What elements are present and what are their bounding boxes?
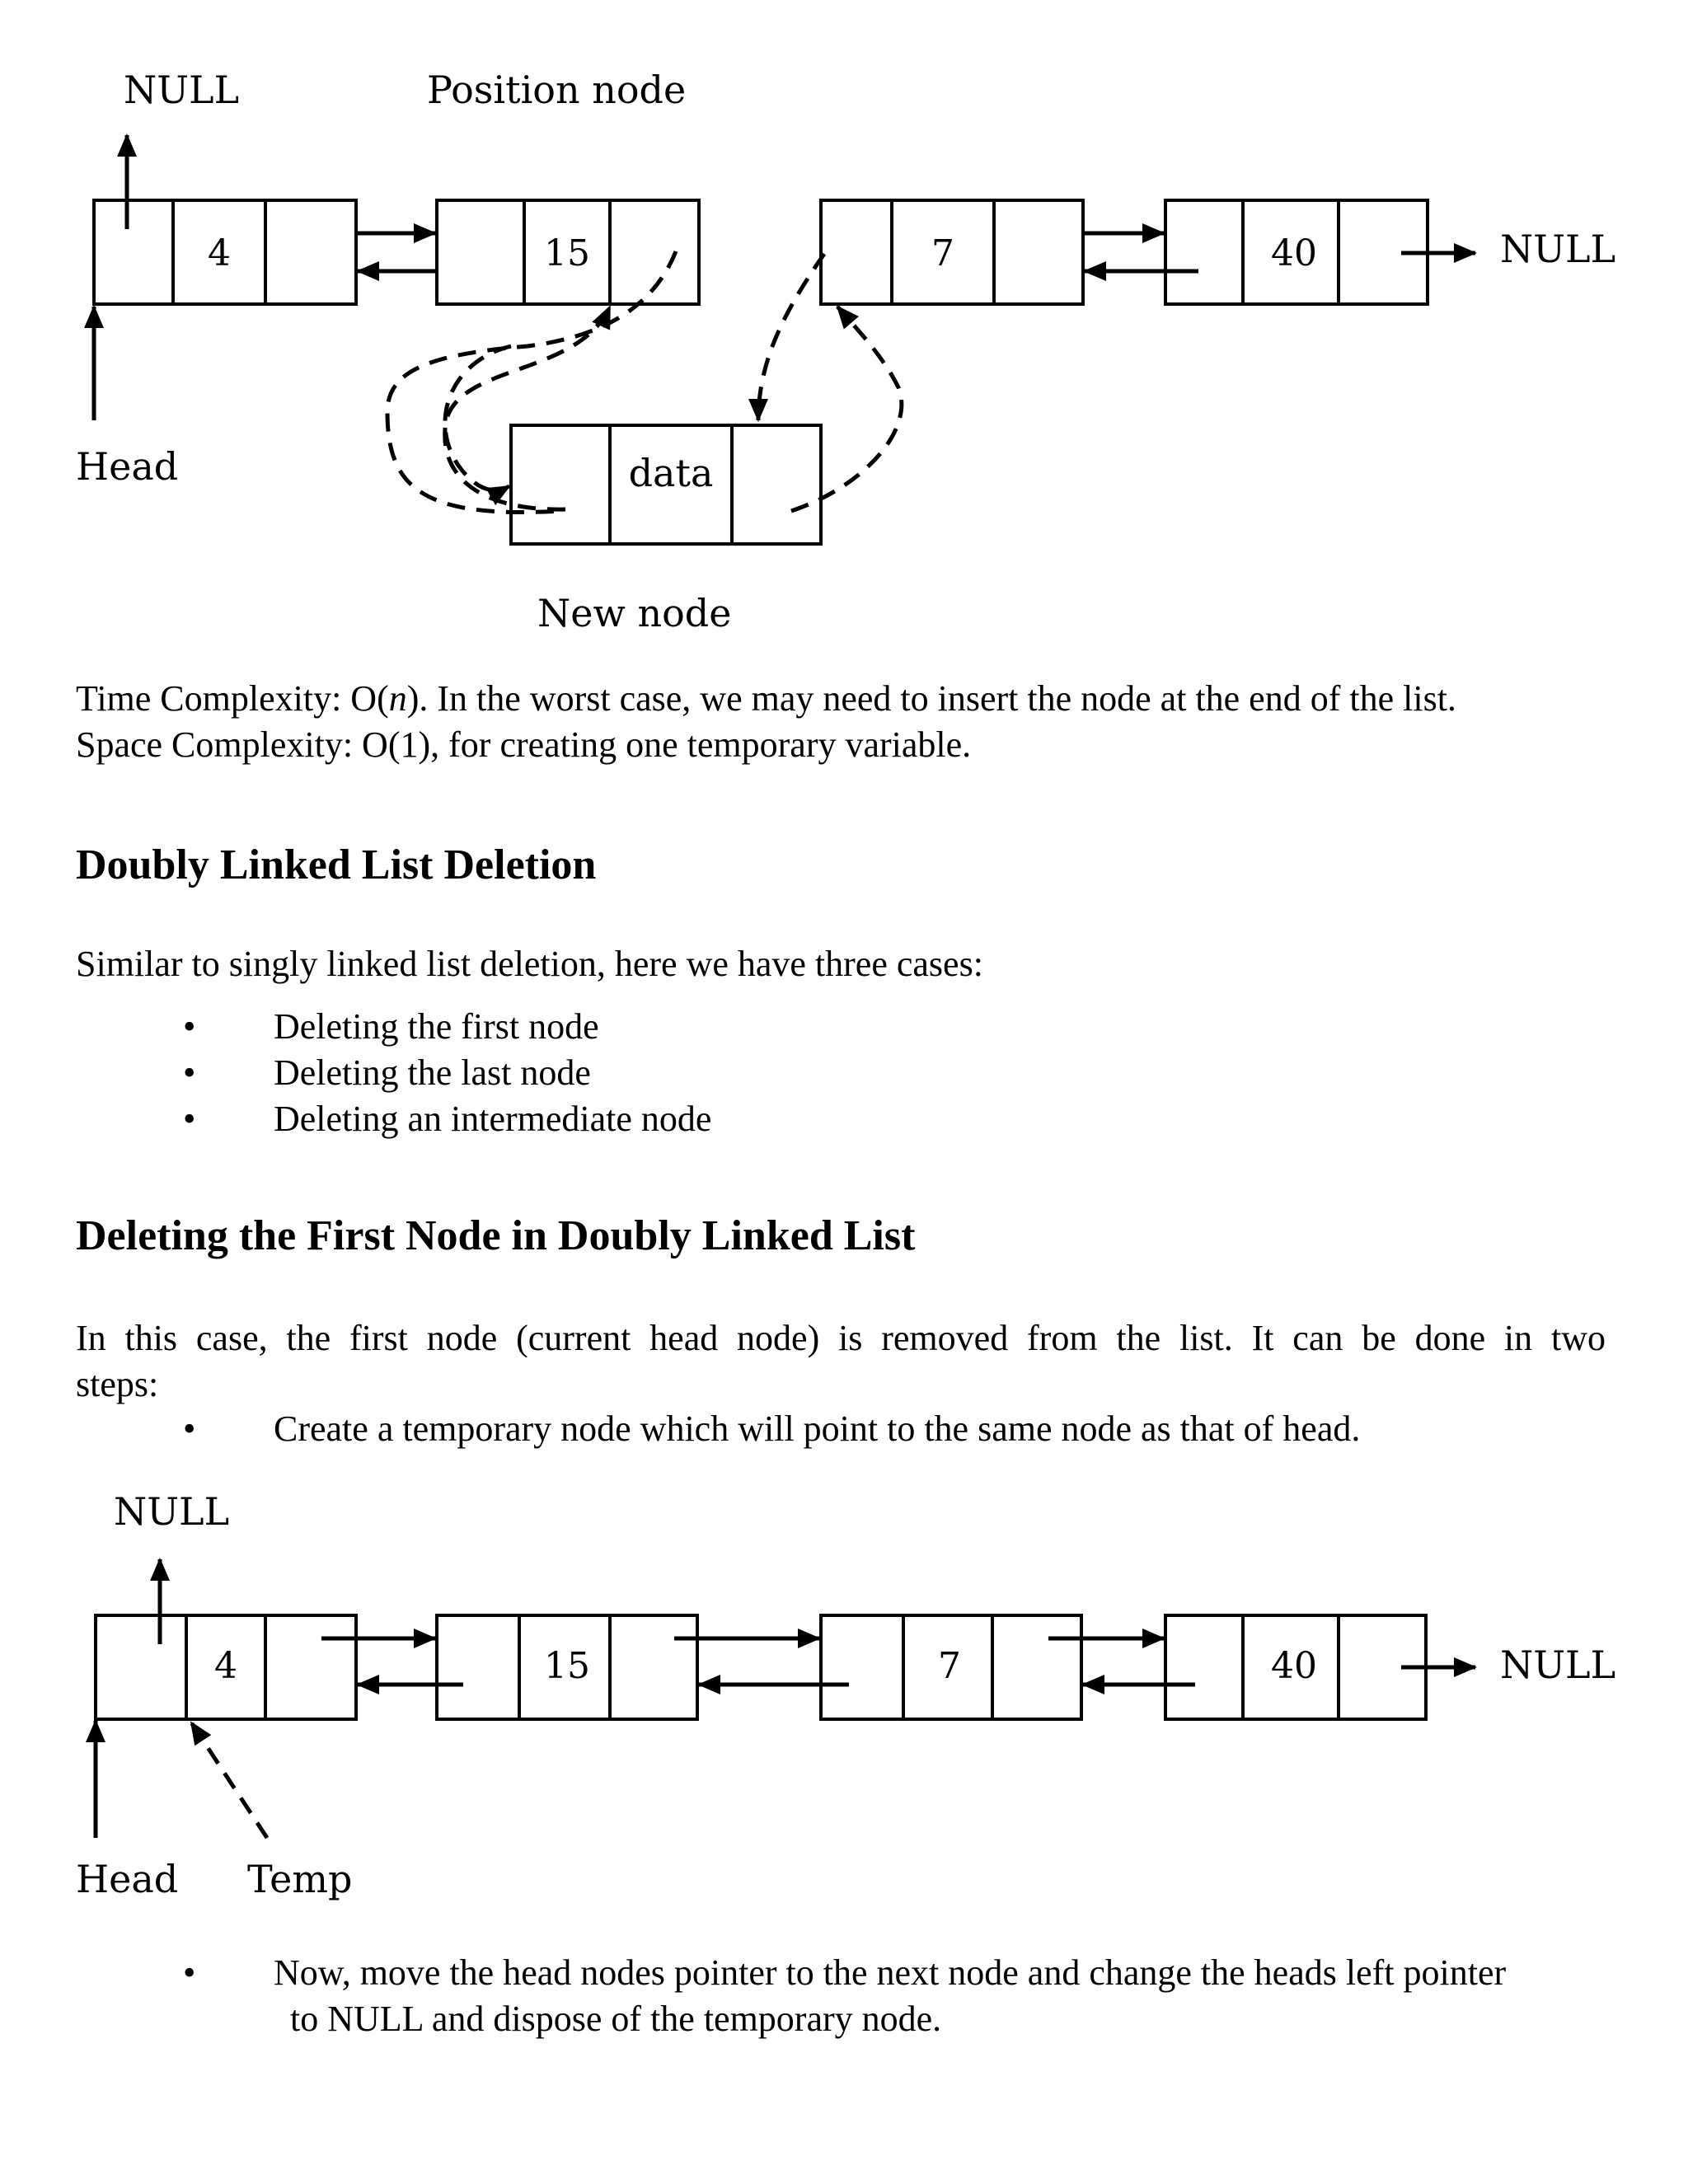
arrows bbox=[94, 135, 1475, 420]
case-item: Deleting the last node bbox=[274, 1052, 591, 1093]
new-node-label: New node bbox=[537, 591, 732, 635]
space-complexity-line: Space Complexity: O(1), for creating one temporary variable. bbox=[76, 724, 972, 765]
node-value: 15 bbox=[544, 232, 590, 274]
case-item: Deleting an intermediate node bbox=[274, 1099, 712, 1139]
head-label: Head bbox=[76, 444, 179, 489]
new-node-value: data bbox=[628, 451, 714, 495]
position-node-label: Position node bbox=[427, 68, 687, 112]
node-value: 40 bbox=[1271, 1645, 1317, 1687]
node-value: 7 bbox=[931, 232, 954, 274]
null-top-label: NULL bbox=[114, 1489, 230, 1534]
head-label: Head bbox=[76, 1857, 179, 1901]
first-node-para-line1: In this case, the first node (current head node) is removed from the list. It can be done in two bbox=[76, 1318, 1606, 1358]
arrows bbox=[96, 1559, 1475, 1838]
temp-label: Temp bbox=[247, 1857, 353, 1901]
bullet: • bbox=[183, 1099, 196, 1139]
bullet: • bbox=[183, 1408, 196, 1449]
node-value: 7 bbox=[938, 1645, 961, 1687]
deletion-intro: Similar to singly linked list deletion, here we have three cases: bbox=[76, 944, 983, 984]
time-complexity-line: Time Complexity: O(n). In the worst case, we may need to insert the node at the end of the list. bbox=[76, 678, 1456, 719]
n-variable: n bbox=[388, 678, 407, 719]
bullet: • bbox=[183, 1952, 196, 1993]
step-item-continued: to NULL and dispose of the temporary node. bbox=[290, 1999, 942, 2039]
new-next-to-7-dashed bbox=[791, 307, 902, 511]
node-value: 15 bbox=[544, 1645, 590, 1687]
section-heading-first-node: Deleting the First Node in Doubly Linked List bbox=[76, 1212, 916, 1259]
null-right-label: NULL bbox=[1500, 1643, 1616, 1687]
bullet: • bbox=[183, 1052, 196, 1093]
null-right-label: NULL bbox=[1500, 227, 1616, 271]
insertion-diagram bbox=[0, 0, 1688, 659]
new-prev-to-position-dashed bbox=[445, 307, 610, 509]
node-value: 4 bbox=[208, 232, 231, 274]
deletion-diagram bbox=[0, 1475, 1688, 1937]
bullet: • bbox=[183, 1006, 196, 1047]
node-value: 4 bbox=[214, 1645, 237, 1687]
temp-pointer-dashed-arrow bbox=[191, 1722, 267, 1838]
section-heading-deletion: Doubly Linked List Deletion bbox=[76, 841, 597, 888]
null-top-label: NULL bbox=[124, 68, 240, 112]
case-item: Deleting the first node bbox=[274, 1006, 599, 1047]
step-item: Now, move the head nodes pointer to the next node and change the heads left pointer bbox=[274, 1952, 1507, 1993]
step-item: Create a temporary node which will point to the same node as that of head. bbox=[274, 1408, 1361, 1449]
first-node-para-line2: steps: bbox=[76, 1364, 159, 1404]
seven-prev-to-new-dashed bbox=[758, 254, 824, 420]
node-value: 40 bbox=[1271, 232, 1317, 274]
